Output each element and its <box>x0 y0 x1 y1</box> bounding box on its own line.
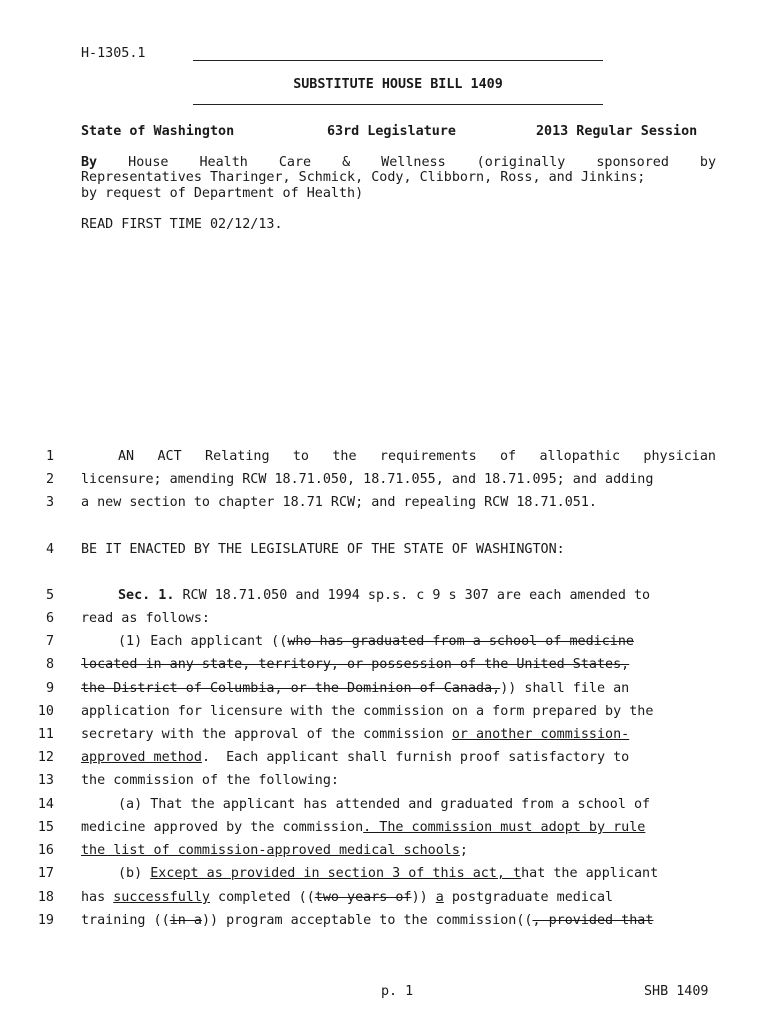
body-line <box>0 634 770 657</box>
body-line <box>0 913 770 936</box>
line-number: 8 <box>45 657 54 672</box>
line-number: 4 <box>45 542 54 557</box>
body-line <box>0 890 770 913</box>
line-text: (b) Except as provided in section 3 of this act, that the applicant <box>118 866 659 881</box>
sponsor-line-1 <box>81 155 716 170</box>
deleted-text: in a <box>169 913 202 928</box>
line-text: (a) That the applicant has attended and graduated from a school of <box>118 797 651 812</box>
inserted-text: . The commission must adopt by rule <box>363 820 646 835</box>
line-text: application for licensure with the commission on a form prepared by the <box>81 704 654 719</box>
line-text: read as follows: <box>81 611 210 626</box>
line-number: 3 <box>45 495 54 510</box>
body-line <box>0 820 770 843</box>
inserted-text: a <box>435 890 444 905</box>
line-text: the list of commission-approved medical schools; <box>81 843 468 858</box>
line-text: medicine approved by the commission. The commission must adopt by rule <box>81 820 646 835</box>
body-line <box>0 657 770 680</box>
line-number: 5 <box>45 588 54 603</box>
inserted-text: the list of commission-approved medical schools <box>81 843 460 858</box>
session-label: 2013 Regular Session <box>536 124 698 139</box>
line-number: 18 <box>37 890 54 905</box>
document-id: H-1305.1 <box>81 46 146 61</box>
body-line <box>0 704 770 727</box>
deleted-text: , provided that <box>532 913 654 928</box>
body-line <box>0 797 770 820</box>
footer-bill-id: SHB 1409 <box>644 984 709 999</box>
legislature-label: 63rd Legislature <box>327 124 456 139</box>
deleted-text: two years of <box>314 890 412 905</box>
line-number: 13 <box>37 773 54 788</box>
deleted-text: located in any state, territory, or possession of the United States, <box>81 657 630 672</box>
inserted-text: Except as provided in section 3 of this act, t <box>150 866 522 881</box>
read-first-time: READ FIRST TIME 02/12/13. <box>81 217 283 232</box>
line-number: 16 <box>37 843 54 858</box>
body-line <box>0 611 770 634</box>
sponsor-committee: House Health Care & Wellness (originally sponsored by <box>128 155 717 170</box>
sponsor-line-3: by request of Department of Health) <box>81 186 364 201</box>
line-number: 6 <box>45 611 54 626</box>
inserted-text: successfully <box>113 890 210 905</box>
line-number: 2 <box>45 472 54 487</box>
line-text: secretary with the approval of the commission or another commission- <box>81 727 630 742</box>
line-text: training ((in a)) program acceptable to the commission((, provided that <box>81 913 654 928</box>
line-text: approved method. Each applicant shall furnish proof satisfactory to <box>81 750 630 765</box>
line-number: 15 <box>37 820 54 835</box>
body-line <box>0 750 770 773</box>
deleted-text: the District of Columbia, or the Dominion of Canada, <box>81 681 501 696</box>
line-number: 17 <box>37 866 54 881</box>
deleted-text: who has graduated from a school of medicine <box>287 634 634 649</box>
section-label: Sec. 1. <box>118 588 175 603</box>
inserted-text: approved method <box>81 750 202 765</box>
sponsor-line-2: Representatives Tharinger, Schmick, Cody, Clibborn, Ross, and Jinkins; <box>81 170 646 185</box>
body-line <box>0 472 770 495</box>
line-number: 14 <box>37 797 54 812</box>
state-label: State of Washington <box>81 124 235 139</box>
line-number: 12 <box>37 750 54 765</box>
body-line <box>0 773 770 796</box>
line-text: the District of Columbia, or the Dominion of Canada,)) shall file an <box>81 681 630 696</box>
line-text: has successfully completed ((two years of)) a postgraduate medical <box>81 890 614 905</box>
line-number: 19 <box>37 913 54 928</box>
enacting-clause: BE IT ENACTED BY THE LEGISLATURE OF THE STATE OF WASHINGTON: <box>81 542 565 557</box>
body-line <box>0 588 770 611</box>
body-line <box>0 495 770 518</box>
line-number: 11 <box>37 727 54 742</box>
line-number: 10 <box>37 704 54 719</box>
line-text: Sec. 1. RCW 18.71.050 and 1994 sp.s. c 9 s 307 are each amended to <box>118 588 651 603</box>
bill-title: SUBSTITUTE HOUSE BILL 1409 <box>293 77 503 92</box>
body-line <box>0 866 770 889</box>
body-line <box>0 843 770 866</box>
body-line <box>0 681 770 704</box>
body-line <box>0 449 770 472</box>
line-number: 1 <box>45 449 54 464</box>
title-rule-bottom <box>193 104 603 105</box>
body-line <box>0 727 770 750</box>
line-text: AN ACT Relating to the requirements of allopathic physician <box>118 449 716 464</box>
line-text: the commission of the following: <box>81 773 339 788</box>
line-text: (1) Each applicant ((who has graduated from a school of medicine <box>118 634 634 649</box>
by-label: By <box>81 155 98 170</box>
title-rule-top <box>193 60 603 61</box>
line-text: a new section to chapter 18.71 RCW; and repealing RCW 18.71.051. <box>81 495 597 510</box>
line-number: 9 <box>45 681 54 696</box>
line-text: licensure; amending RCW 18.71.050, 18.71.055, and 18.71.095; and adding <box>81 472 654 487</box>
inserted-text: or another commission- <box>451 727 630 742</box>
line-number: 7 <box>45 634 54 649</box>
page-number: p. 1 <box>381 984 414 999</box>
body-line <box>0 542 770 565</box>
